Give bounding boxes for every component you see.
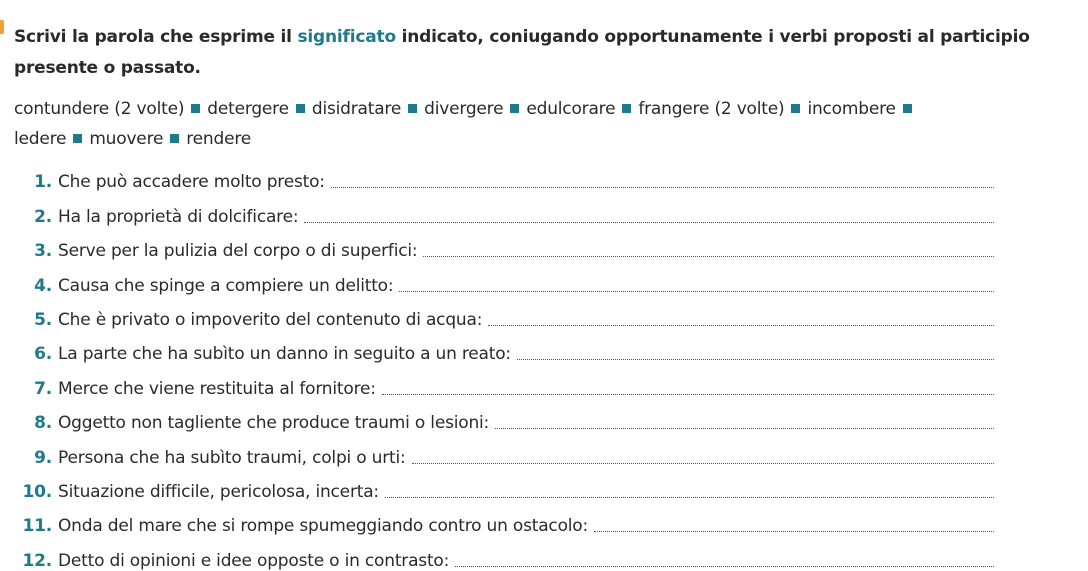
question-item — [14, 296, 1074, 330]
separator-square-icon — [791, 104, 800, 113]
answer-line[interactable] — [423, 234, 994, 257]
question-number: 2. — [34, 206, 52, 227]
separator-square-icon — [73, 134, 82, 143]
instructions-text-start: Scrivi la parola che esprime il — [14, 27, 298, 47]
answer-line[interactable] — [594, 509, 994, 532]
answer-line[interactable] — [385, 475, 994, 498]
word-bank-item: incombere — [807, 99, 896, 119]
question-item — [14, 399, 1074, 433]
question-item — [14, 158, 1074, 192]
exercise-marker — [0, 20, 4, 34]
word-bank-item: edulcorare — [526, 99, 616, 119]
question-text: Oggetto non tagliente che produce traumi o lesioni: — [58, 413, 490, 434]
question-text: Situazione difficile, pericolosa, incerta: — [58, 481, 379, 502]
answer-line[interactable] — [331, 165, 994, 188]
question-number: 10. — [22, 481, 52, 502]
answer-line[interactable] — [517, 337, 994, 360]
answer-line[interactable] — [382, 372, 994, 395]
word-bank-item: disidratare — [311, 99, 402, 119]
instructions-highlight: significato — [297, 27, 396, 47]
question-text: Che è privato o impoverito del contenuto di acqua: — [58, 309, 483, 330]
separator-square-icon — [903, 104, 912, 113]
question-number: 9. — [34, 447, 52, 468]
word-bank-item: frangere (2 volte) — [638, 99, 785, 119]
answer-line[interactable] — [488, 303, 994, 326]
question-number: 7. — [34, 378, 52, 399]
word-bank-item: detergere — [207, 99, 289, 119]
separator-square-icon — [170, 134, 179, 143]
question-text: La parte che ha subìto un danno in seguito a un reato: — [58, 344, 511, 365]
question-number: 5. — [34, 309, 52, 330]
question-item — [14, 433, 1074, 467]
exercise-instructions — [14, 22, 1074, 84]
question-text: Merce che viene restituita al fornitore: — [58, 378, 376, 399]
question-number: 6. — [34, 344, 52, 365]
question-item — [14, 468, 1074, 502]
answer-line[interactable] — [412, 441, 994, 464]
word-bank-item: divergere — [424, 99, 504, 119]
word-bank-item: rendere — [186, 129, 252, 149]
question-text: Onda del mare che si rompe spumeggiando contro un ostacolo: — [58, 516, 589, 537]
question-item — [14, 330, 1074, 364]
question-number: 11. — [22, 516, 52, 537]
question-item — [14, 261, 1074, 295]
answer-line[interactable] — [399, 269, 994, 292]
question-item — [14, 364, 1074, 398]
word-bank — [14, 94, 1074, 154]
question-text: Ha la proprietà di dolcificare: — [58, 206, 299, 227]
question-text: Detto di opinioni e idee opposte o in contrasto: — [58, 550, 450, 571]
question-item — [14, 536, 1074, 570]
answer-line[interactable] — [304, 200, 994, 223]
separator-square-icon — [191, 104, 200, 113]
word-bank-item: ledere — [14, 129, 67, 149]
question-number: 4. — [34, 275, 52, 296]
separator-square-icon — [622, 104, 631, 113]
question-item — [14, 227, 1074, 261]
question-text: Persona che ha subìto traumi, colpi o urti: — [58, 447, 406, 468]
exercise — [14, 22, 1074, 571]
question-item — [14, 502, 1074, 536]
question-list — [14, 158, 1074, 571]
question-text: Causa che spinge a compiere un delitto: — [58, 275, 394, 296]
answer-line[interactable] — [455, 544, 994, 567]
separator-square-icon — [408, 104, 417, 113]
answer-line[interactable] — [495, 406, 994, 429]
question-text: Serve per la pulizia del corpo o di superfici: — [58, 241, 418, 262]
separator-square-icon — [510, 104, 519, 113]
instructions-text-end: indicato, coniugando opportunamente i verbi proposti al participio presente o passato. — [14, 27, 1030, 78]
separator-square-icon — [296, 104, 305, 113]
question-number: 8. — [34, 413, 52, 434]
question-number: 12. — [22, 550, 52, 571]
question-text: Che può accadere molto presto: — [58, 172, 325, 193]
word-bank-item: contundere (2 volte) — [14, 99, 185, 119]
question-number: 1. — [34, 172, 52, 193]
question-number: 3. — [34, 241, 52, 262]
question-item — [14, 192, 1074, 226]
word-bank-item: muovere — [89, 129, 164, 149]
